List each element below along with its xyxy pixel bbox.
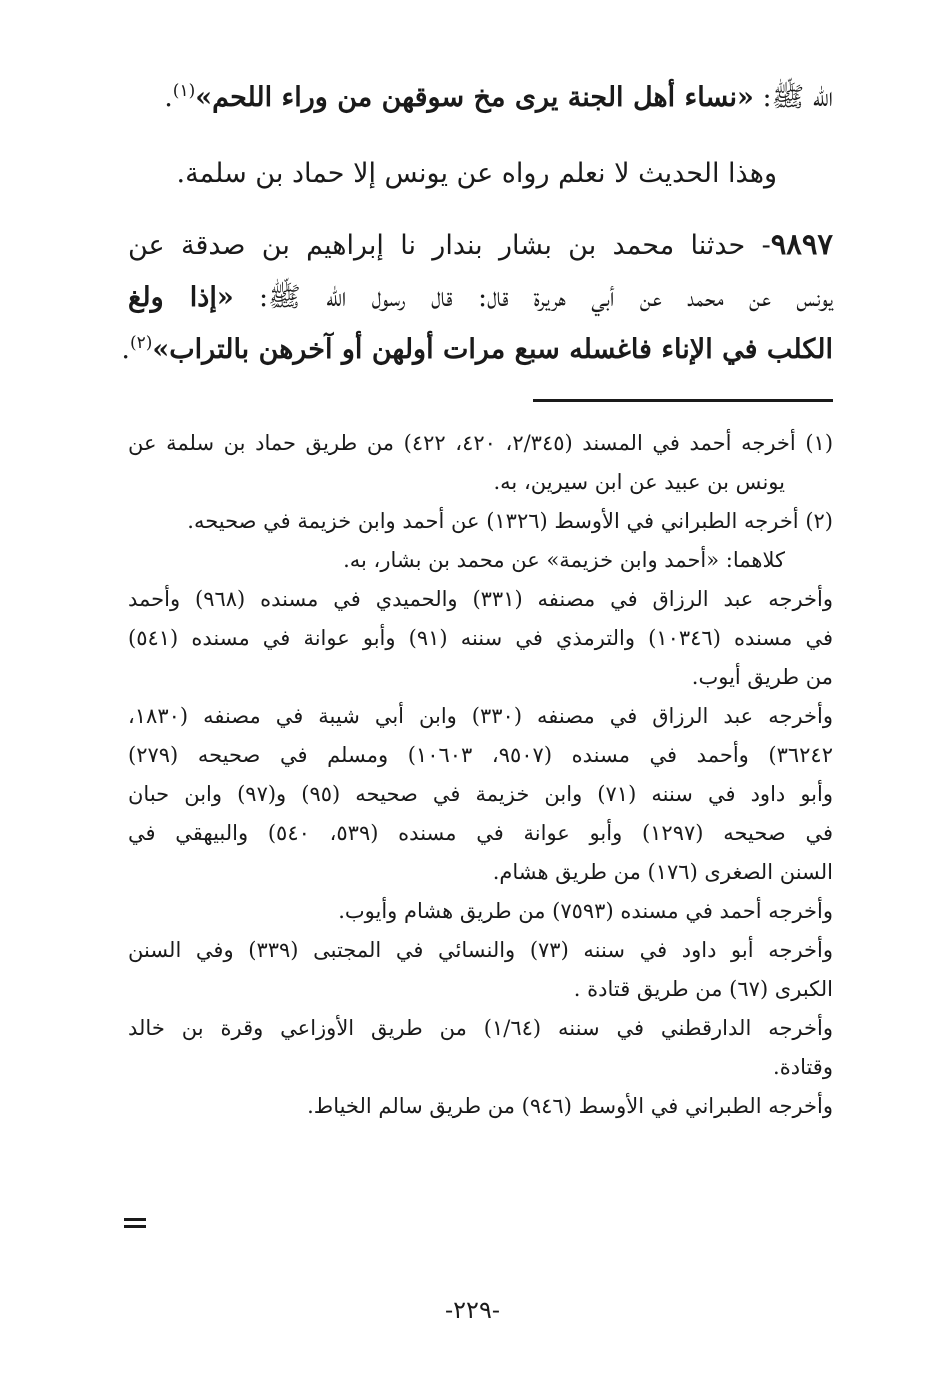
- isnad-text: - حدثنا محمد بن بشار بندار نا إبراهيم بن صدقة عن: [128, 230, 771, 261]
- hadith-text-1: «نساء أهل الجنة يرى مخ سوقهن من وراء اللحم»: [195, 82, 754, 113]
- footnote-2-line-6: وأخرجه عبد الرزاق في مصنفه (٣٣٠) وابن أبي شيبة في مصنفه (١٨٣٠،: [128, 704, 833, 728]
- footnote-2-line-4: في مسنده (١٠٣٤٦) والترمذي في سننه (٩١) وأبو عوانة في مسنده (٥٤١): [128, 626, 833, 650]
- footnote-2-line-7: ٣٦٢٤٢) وأحمد في مسنده (٩٥٠٧، ١٠٦٠٣) ومسلم في صحيحه (٢٧٩): [128, 743, 833, 767]
- page-number: -٢٢٩-: [445, 1296, 500, 1324]
- footnote-2-line-3: وأخرجه عبد الرزاق في مصنفه (٣٣١) والحميدي في مسنده (٩٦٨) وأحمد: [128, 587, 833, 611]
- footnote-2-line-11: وأخرجه أحمد في مسنده (٧٥٩٣) من طريق هشام وأيوب.: [338, 899, 833, 923]
- prophet-mention: الله ﷺ:: [753, 82, 833, 113]
- footnotes: [128, 424, 833, 1126]
- hadith-text-2a: «إذا ولغ: [128, 282, 234, 313]
- hadith-number: ٩٨٩٧: [770, 227, 833, 261]
- footnote-divider: [533, 399, 833, 402]
- main-line-1: [128, 72, 833, 124]
- footnote-ref-2: (٢): [129, 333, 153, 353]
- footnote-2-line-1: (٢) أخرجه الطبراني في الأوسط (١٣٢٦) عن أحمد وابن خزيمة في صحيحه.: [187, 509, 833, 533]
- footnote-2-line-5: من طريق أيوب.: [691, 665, 833, 689]
- isnad-text-2: يونس عن محمد عن أبي هريرة قال: قال رسول الله ﷺ:: [233, 282, 833, 313]
- hadith-paragraph: [121, 218, 833, 376]
- main-line-5: [121, 324, 833, 376]
- footnote-2-line-12: وأخرجه أبو داود في سننه (٧٣) والنسائي في المجتبى (٣٣٩) وفي السنن: [128, 938, 833, 962]
- main-line-2: وهذا الحديث لا نعلم رواه عن يونس إلا حماد بن سلمة.: [176, 158, 777, 189]
- footnote-2-line-14: وأخرجه الدارقطني في سننه (١/٦٤) من طريق الأوزاعي وقرة بن خالد: [128, 1016, 833, 1040]
- footnote-2-line-8: وأبو داود في سننه (٧١) وابن خزيمة في صحيحه (٩٥) و(٩٧) وابن حبان: [128, 782, 833, 806]
- footnote-2-line-10: السنن الصغرى (١٧٦) من طريق هشام.: [492, 860, 833, 884]
- sentence-end-2: .: [121, 334, 130, 365]
- footnote-2-line-2: كلاهما: «أحمد وابن خزيمة» عن محمد بن بشار، به.: [343, 548, 785, 572]
- footnote-2-line-16: وأخرجه الطبراني في الأوسط (٩٤٦) من طريق سالم الخياط.: [307, 1094, 833, 1118]
- footnote-1-line-2: يونس بن عبيد عن ابن سيرين، به.: [493, 470, 785, 494]
- sentence-end: .: [164, 82, 173, 113]
- footnote-2-line-9: في صحيحه (١٢٩٧) وأبو عوانة في مسنده (٥٣٩، ٥٤٠) والبيهقي في: [128, 821, 834, 845]
- main-text: [128, 72, 833, 124]
- footnote-2-line-13: الكبرى (٦٧) من طريق قتادة .: [573, 977, 833, 1001]
- footnote-ref-1: (١): [172, 81, 196, 101]
- main-line-3: [128, 218, 833, 272]
- main-text-2: [128, 148, 833, 200]
- continuation-mark: [124, 1218, 146, 1228]
- footnote-2-line-15: وقتادة.: [773, 1055, 833, 1079]
- footnote-1-line-1: (١) أخرجه أحمد في المسند (٢/٣٤٥، ٤٢٠، ٤٢٢) من طريق حماد بن سلمة عن: [128, 431, 834, 455]
- hadith-text-2b: الكلب في الإناء فاغسله سبع مرات أولهن أو آخرهن بالتراب»: [152, 334, 833, 365]
- main-line-4: [128, 272, 833, 324]
